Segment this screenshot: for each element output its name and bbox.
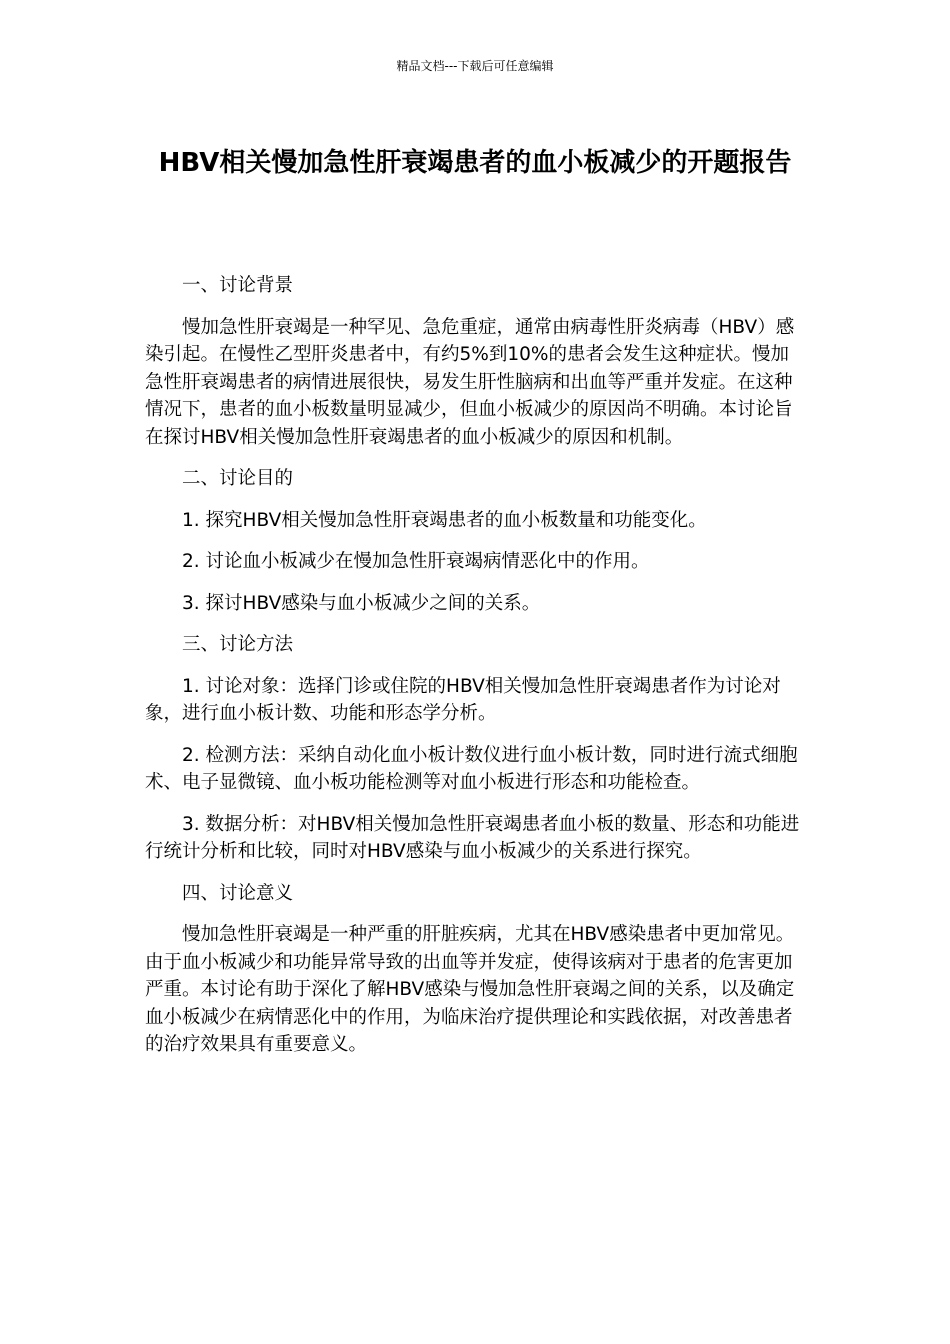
section-heading-background: 一、讨论背景	[182, 275, 294, 296]
methods-item: 1. 讨论对象：选择门诊或住院的HBV相关慢加急性肝衰竭患者作为讨论对象，进行血小板计数、功能和形态学分析。	[145, 675, 781, 724]
methods-item: 2. 检测方法：采纳自动化血小板计数仪进行血小板计数，同时进行流式细胞术、电子显微镜、血小板功能检测等对血小板进行形态和功能检查。	[145, 744, 798, 793]
background-paragraph: 慢加急性肝衰竭是一种罕见、急危重症，通常由病毒性肝炎病毒（HBV）感染引起。在慢性乙型肝炎患者中，有约5%到10%的患者会发生这种症状。慢加急性肝衰竭患者的病情进展很快，易发生肝性脑病和出血等严重并发症。在这种情况下，患者的血小板数量明显减少，但血小板减少的原因尚不明确。本讨论旨在探讨HBV相关慢加急性肝衰竭患者的血小板减少的原因和机制。	[145, 316, 795, 448]
methods-item: 3. 数据分析：对HBV相关慢加急性肝衰竭患者血小板的数量、形态和功能进行统计分析和比较，同时对HBV感染与血小板减少的关系进行探究。	[145, 813, 800, 862]
significance-paragraph: 慢加急性肝衰竭是一种严重的肝脏疾病，尤其在HBV感染患者中更加常见。由于血小板减少和功能异常导致的出血等并发症，使得该病对于患者的危害更加严重。本讨论有助于深化了解HBV感染与慢加急性肝衰竭之间的关系，以及确定血小板减少在病情恶化中的作用，为临床治疗提供理论和实践依据，对改善患者的治疗效果具有重要意义。	[145, 924, 795, 1055]
section-heading-methods: 三、讨论方法	[182, 634, 294, 655]
purpose-item: 3. 探讨HBV感染与血小板减少之间的关系。	[182, 592, 541, 614]
purpose-item: 2. 讨论血小板减少在慢加急性肝衰竭病情恶化中的作用。	[182, 551, 650, 572]
header-note: 精品文档---下载后可任意编辑	[396, 59, 554, 73]
section-heading-purpose: 二、讨论目的	[182, 468, 294, 489]
document-title: HBV相关慢加急性肝衰竭患者的血小板减少的开题报告	[158, 148, 792, 178]
document-body	[145, 272, 805, 1073]
purpose-item: 1. 探究HBV相关慢加急性肝衰竭患者的血小板数量和功能变化。	[182, 509, 707, 531]
section-heading-significance: 四、讨论意义	[182, 882, 294, 904]
